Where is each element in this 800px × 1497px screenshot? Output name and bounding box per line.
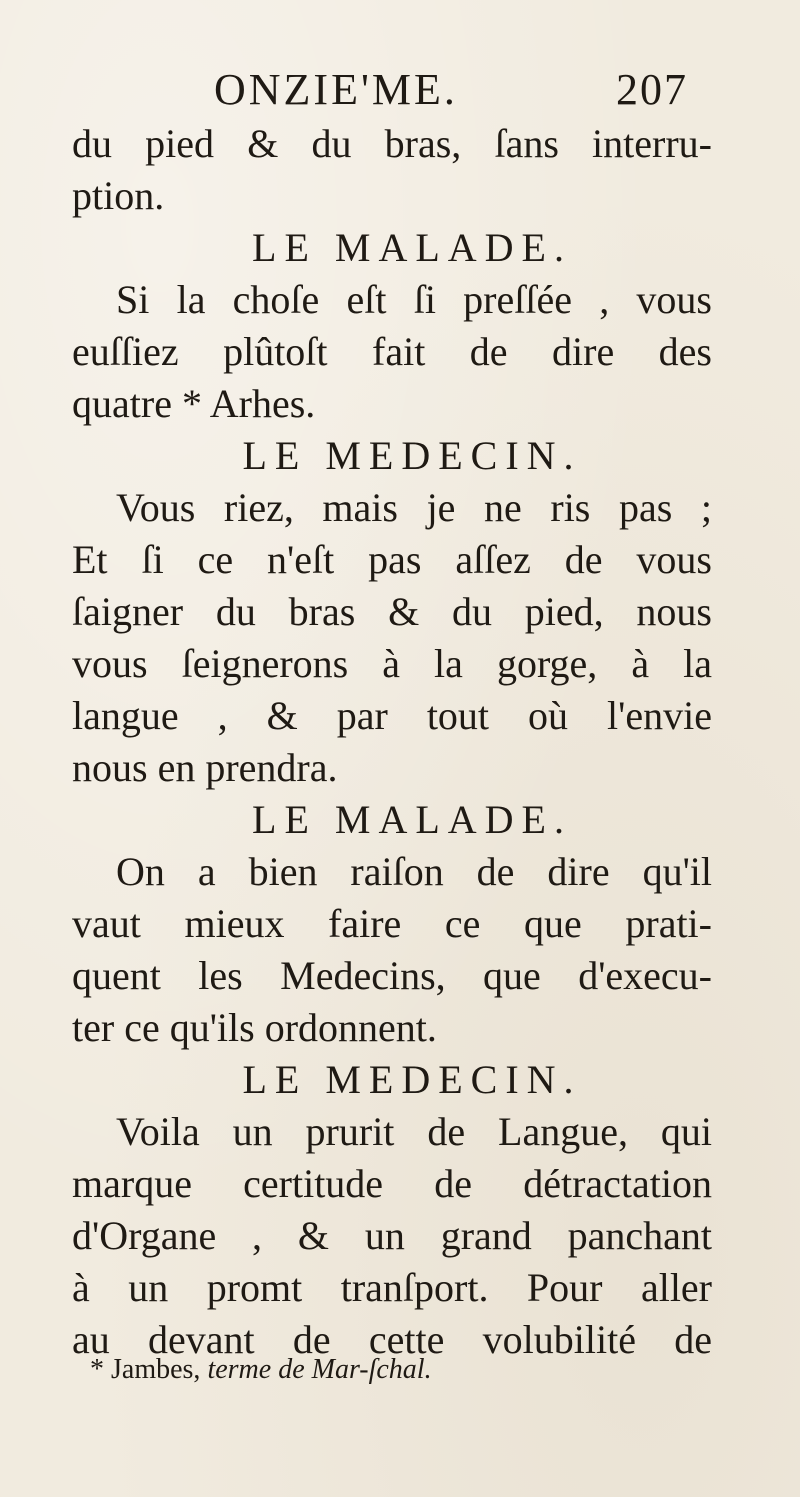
text-line: Voila un prurit de Langue, qui [116, 1109, 712, 1154]
footnote [90, 1350, 432, 1390]
text-line: quent les Medecins, que d'execu- [72, 953, 712, 998]
text-line: Vous riez, mais je ne ris pas ; [116, 485, 712, 530]
speaker-heading: LE MALADE. [252, 225, 572, 270]
text-line: ption. [72, 173, 165, 218]
text-line: ter ce qu'ils ordonnent. [72, 1005, 437, 1050]
text-line: ſaigner du bras & du pied, nous [72, 589, 712, 634]
page-header [0, 62, 800, 118]
speaker-heading: LE MEDECIN. [242, 1057, 582, 1102]
text-line: au devant de cette volubilité de [72, 1317, 712, 1362]
text-line: quatre * Arhes. [72, 381, 316, 426]
text-line: du pied & du bras, ſans interru- [72, 121, 712, 166]
text-line: nous en prendra. [72, 745, 338, 790]
text-line: à un promt tranſport. Pour aller [72, 1265, 712, 1310]
body-text [72, 118, 712, 1366]
footnote-text: terme de Mar-ſchal. [207, 1354, 432, 1385]
footnote-marker: * Jambes, [90, 1354, 201, 1385]
speaker-heading: LE MALADE. [252, 797, 572, 842]
text-line: vaut mieux faire ce que prati- [72, 901, 712, 946]
text-line: d'Organe , & un grand panchant [72, 1213, 712, 1258]
text-line: marque certitude de détractation [72, 1161, 712, 1206]
speaker-heading: LE MEDECIN. [242, 433, 582, 478]
text-line: Et ſi ce n'eſt pas aſſez de vous [72, 537, 712, 582]
text-line: euſſiez plûtoſt fait de dire des [72, 329, 712, 374]
running-head: ONZIE'ME. [214, 65, 458, 114]
page-number: 207 [616, 65, 688, 114]
text-line: vous ſeignerons à la gorge, à la [72, 641, 712, 686]
text-line: On a bien raiſon de dire qu'il [116, 849, 712, 894]
text-line: langue , & par tout où l'envie [72, 693, 712, 738]
text-line: Si la choſe eſt ſi preſſée , vous [116, 277, 712, 322]
